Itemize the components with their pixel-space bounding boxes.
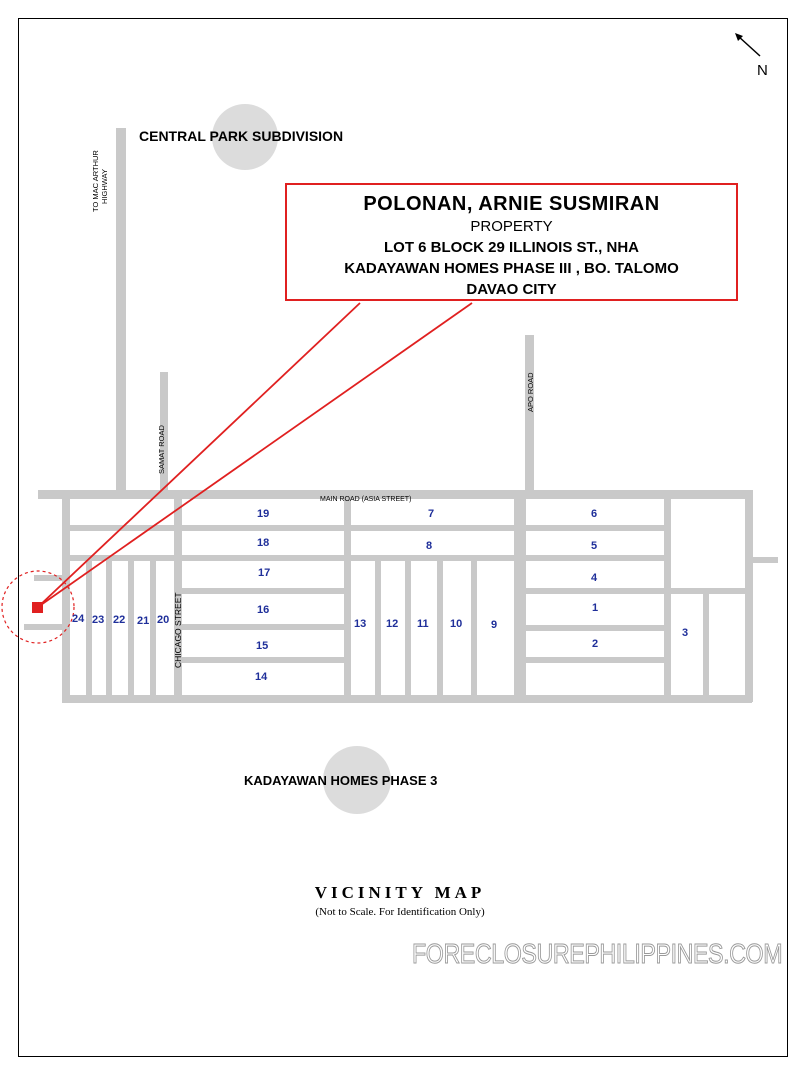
- lot-11: 11: [417, 618, 429, 630]
- address-line-1: LOT 6 BLOCK 29 ILLINOIS ST., NHA: [383, 239, 640, 256]
- map-title: VICINITY MAP: [314, 883, 486, 902]
- address-line-3: DAVAO CITY: [466, 281, 557, 298]
- map-subtitle: (Not to Scale. For Identification Only): [315, 906, 485, 918]
- lot-19: 19: [257, 508, 270, 520]
- lot-5: 5: [591, 540, 598, 552]
- lot-1: 1: [592, 602, 599, 614]
- main-road-label: MAIN ROAD (ASIA STREET): [320, 496, 412, 503]
- pointer-line-1: [38, 303, 360, 607]
- lot-12: 12: [386, 618, 399, 630]
- highway-label: TO MAC ARTHUR HIGHWAY: [91, 150, 109, 212]
- lot-21: 21: [137, 615, 150, 627]
- lot-15: 15: [256, 640, 269, 652]
- property-info-box: [285, 183, 738, 301]
- kadayawan-label: KADAYAWAN HOMES PHASE 3: [244, 773, 438, 788]
- lot-16: 16: [257, 604, 270, 616]
- lot-2: 2: [592, 638, 599, 650]
- lot-23: 23: [92, 614, 105, 626]
- highway-road: [116, 128, 126, 496]
- lot-24: 24: [72, 613, 85, 625]
- north-label: N: [757, 62, 768, 79]
- lot-13: 13: [354, 618, 367, 630]
- apo-road-label: APO ROAD: [526, 372, 535, 412]
- property-marker: [32, 602, 43, 613]
- north-arrow: [738, 36, 760, 56]
- lot-22: 22: [113, 614, 126, 626]
- lot-14: 14: [255, 671, 268, 683]
- lot-4: 4: [591, 572, 598, 584]
- central-park-label: CENTRAL PARK SUBDIVISION: [139, 128, 344, 144]
- watermark: FORECLOSUREPHILIPPINES.COM: [412, 938, 783, 969]
- samat-road-label: SAMAT ROAD: [157, 425, 166, 474]
- lot-9: 9: [491, 619, 498, 631]
- lot-10: 10: [450, 618, 463, 630]
- address-line-2: KADAYAWAN HOMES PHASE III , BO. TALOMO: [344, 260, 679, 277]
- lot-3: 3: [682, 627, 689, 639]
- chicago-street-label: CHICAGO STREET: [173, 592, 183, 668]
- property-type: PROPERTY: [470, 218, 553, 235]
- lot-18: 18: [257, 537, 270, 549]
- lot-17: 17: [258, 567, 271, 579]
- lot-7: 7: [428, 508, 435, 520]
- lot-6: 6: [591, 508, 598, 520]
- owner-name: POLONAN, ARNIE SUSMIRAN: [363, 193, 660, 215]
- lot-20: 20: [157, 614, 170, 626]
- lot-8: 8: [426, 540, 433, 552]
- apo-road: [525, 335, 534, 496]
